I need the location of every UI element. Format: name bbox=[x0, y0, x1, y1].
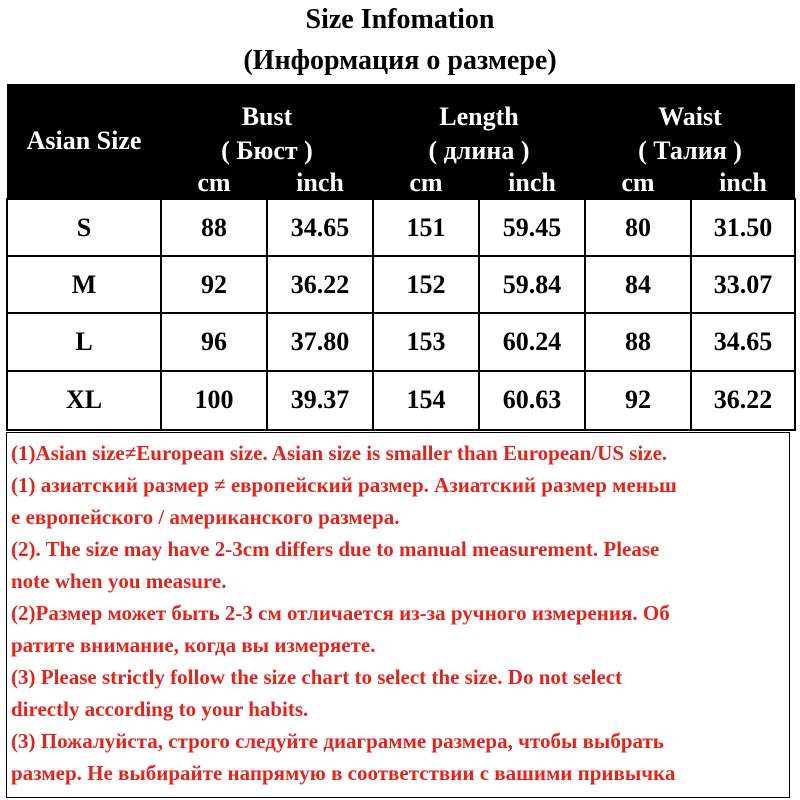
bust-cm-cell: 88 bbox=[161, 199, 267, 256]
unit-header: cm bbox=[373, 168, 479, 199]
length-inch-cell: 60.63 bbox=[479, 371, 585, 430]
bust-cm-cell: 92 bbox=[161, 256, 267, 313]
bust-inch-cell: 37.80 bbox=[267, 313, 373, 370]
bust-inch-cell: 39.37 bbox=[267, 371, 373, 430]
note-line: (1) азиатский размер ≠ европейский размер. Азиатский размер меньш bbox=[11, 473, 677, 497]
bust-header-label: Bust bbox=[241, 102, 293, 131]
note-line: размер. Не выбирайте напрямую в соответствии с вашими привычка bbox=[11, 761, 676, 785]
note-line: е европейского / американского размера. bbox=[11, 505, 400, 529]
length-header-label: Length bbox=[439, 102, 519, 131]
bust-header bbox=[161, 84, 373, 168]
waist-cm-cell: 84 bbox=[585, 256, 691, 313]
note-line: ратите внимание, когда вы измеряете. bbox=[11, 633, 376, 657]
page-title: Size Infomation bbox=[305, 4, 495, 35]
size-cell: S bbox=[7, 199, 161, 256]
table-row bbox=[7, 371, 795, 430]
bust-cm-cell: 96 bbox=[161, 313, 267, 370]
table-row bbox=[7, 313, 795, 370]
unit-header: cm bbox=[585, 168, 691, 199]
length-inch-cell: 59.84 bbox=[479, 256, 585, 313]
size-table bbox=[6, 84, 796, 431]
length-header-ru: ( длина ) bbox=[428, 136, 530, 165]
note-line: (3) Пожалуйста, строго следуйте диаграмме размера, чтобы выбрать bbox=[11, 729, 664, 753]
bust-header-ru: ( Бюст ) bbox=[221, 136, 313, 165]
table-row bbox=[7, 199, 795, 256]
unit-header: inch bbox=[691, 168, 795, 199]
size-notes bbox=[6, 432, 790, 798]
waist-cm-cell: 80 bbox=[585, 199, 691, 256]
page-subtitle: (Информация о размере) bbox=[243, 45, 557, 76]
table-row bbox=[7, 256, 795, 313]
length-cm-cell: 151 bbox=[373, 199, 479, 256]
waist-header-label: Waist bbox=[658, 102, 722, 131]
bust-cm-cell: 100 bbox=[161, 371, 267, 430]
length-inch-cell: 59.45 bbox=[479, 199, 585, 256]
waist-inch-cell: 34.65 bbox=[691, 313, 795, 370]
length-cm-cell: 153 bbox=[373, 313, 479, 370]
note-line: (3) Please strictly follow the size chart to select the size. Do not select bbox=[11, 665, 623, 689]
waist-inch-cell: 31.50 bbox=[691, 199, 795, 256]
unit-header: inch bbox=[479, 168, 585, 199]
bust-inch-cell: 36.22 bbox=[267, 256, 373, 313]
waist-header-ru: ( Талия ) bbox=[638, 136, 742, 165]
waist-header bbox=[585, 84, 795, 168]
asian-size-header: Asian Size bbox=[7, 84, 161, 199]
length-inch-cell: 60.24 bbox=[479, 313, 585, 370]
waist-inch-cell: 36.22 bbox=[691, 371, 795, 430]
note-line: (2). The size may have 2-3cm differs due to manual measurement. Please bbox=[11, 537, 660, 561]
length-header bbox=[373, 84, 585, 168]
note-line: (2)Размер может быть 2-3 см отличается из-за ручного измерения. Об bbox=[11, 601, 670, 625]
unit-header: cm bbox=[161, 168, 267, 199]
size-cell: M bbox=[7, 256, 161, 313]
note-line: note when you measure. bbox=[11, 569, 227, 593]
unit-header: inch bbox=[267, 168, 373, 199]
size-cell: XL bbox=[7, 371, 161, 430]
note-line: (1)Asian size≠European size. Asian size is smaller than European/US size. bbox=[11, 441, 668, 465]
waist-inch-cell: 33.07 bbox=[691, 256, 795, 313]
length-cm-cell: 152 bbox=[373, 256, 479, 313]
waist-cm-cell: 88 bbox=[585, 313, 691, 370]
waist-cm-cell: 92 bbox=[585, 371, 691, 430]
bust-inch-cell: 34.65 bbox=[267, 199, 373, 256]
length-cm-cell: 154 bbox=[373, 371, 479, 430]
size-cell: L bbox=[7, 313, 161, 370]
note-line: directly according to your habits. bbox=[11, 697, 309, 721]
